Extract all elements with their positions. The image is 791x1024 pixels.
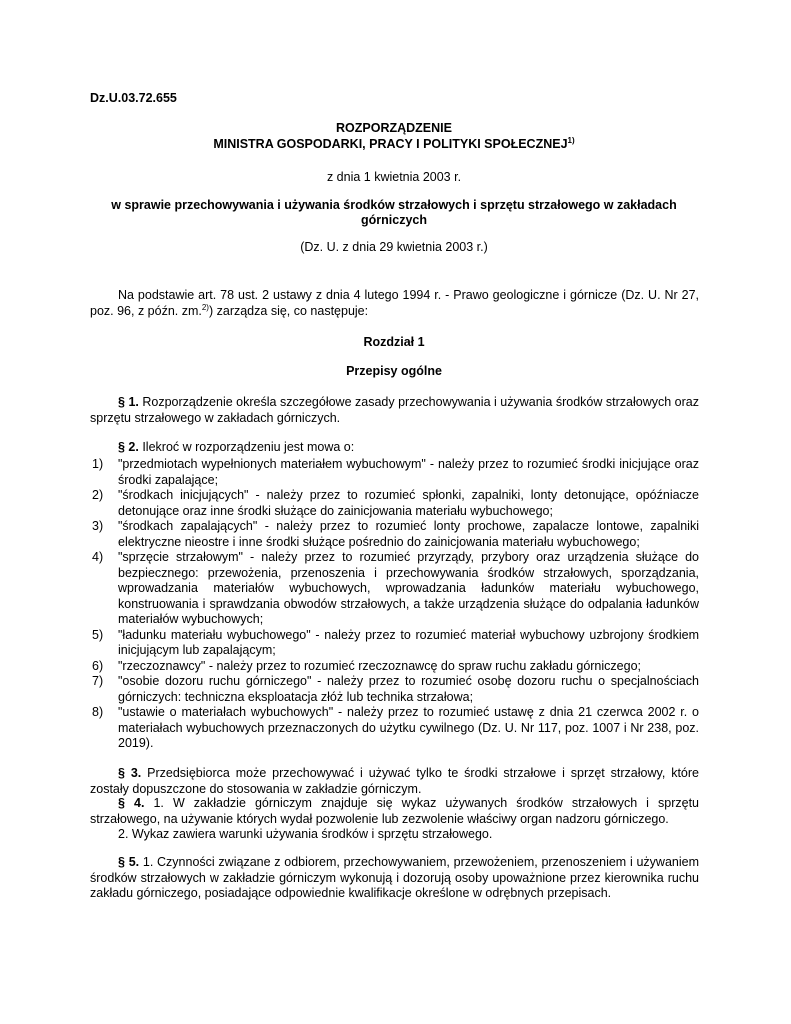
list-item-text: "przedmiotach wypełnionych materiałem wybuchowym" - należy przez to rozumieć środki inicjujące oraz środki zapalające;	[118, 457, 699, 487]
list-item-text: "ustawie o materiałach wybuchowych" - należy przez to rozumieć ustawę z dnia 21 czerwca 2002 r. o materiałach wybuchowych przeznaczonych do użytku cywilnego (Dz. U. Nr 117, poz. 1007 i Nr 238, poz. 2019).	[118, 705, 699, 750]
list-item-text: "środkach inicjujących" - należy przez to rozumieć spłonki, zapalniki, lonty detonujące, opóźniacze detonujące oraz inne środki służące do zainicjowania materiału wybuchowego;	[118, 488, 699, 518]
section-1-mark: § 1.	[118, 395, 139, 409]
list-item-number: 3)	[92, 519, 104, 533]
list-item	[90, 628, 699, 659]
section-3-mark: § 3.	[118, 766, 142, 780]
list-item-number: 2)	[92, 488, 104, 502]
list-item-text: "sprzęcie strzałowym" - należy przez to rozumieć przyrządy, przybory oraz urządzenia służące do bezpiecznego: przewożenia, przenoszenia i przechowywania środków strzałowych, sporządzania, wprowadzania materiałów wybuchowych, wprowadzania ładunków materiału wybuchowego, konstruowania i sprawdzania obwodów strzałowych, a także urządzenia służące do odpalania ładunków materiałów wybuchowych;	[118, 550, 699, 626]
section-1	[90, 395, 699, 426]
definitions-list	[90, 457, 699, 752]
chapter-label: Rozdział 1	[363, 335, 425, 349]
list-item-number: 6)	[92, 658, 104, 673]
section-2-text: Ilekroć w rozporządzeniu jest mowa o:	[138, 440, 355, 454]
list-item	[90, 519, 699, 550]
section-5-text: 1. Czynności związane z odbiorem, przechowywaniem, przewożeniem, przenoszeniem i używaniem środków strzałowych w zakładzie górniczym wykonują i dozorują osoby upoważnione przez kierownika ruchu zakładu górniczego, posiadające odpowiednie kwalifikacje określone w odrębnych przepisach.	[90, 855, 699, 900]
list-item-text: "ładunku materiału wybuchowego" - należy przez to rozumieć materiał wybuchowy uzbrojony środkiem inicjującym lub zapalającym;	[118, 627, 699, 657]
journal-reference: Dz.U.03.72.655	[90, 91, 177, 105]
preamble-text: Na podstawie art. 78 ust. 2 ustawy z dnia 4 lutego 1994 r. - Prawo geologiczne i górnicze (Dz. U. Nr 27, poz. 96, z późn. zm.	[90, 288, 699, 318]
list-item	[90, 457, 699, 488]
list-item-number: 5)	[92, 627, 104, 642]
list-item	[90, 488, 699, 519]
section-5	[90, 855, 699, 902]
publication-info: (Dz. U. z dnia 29 kwietnia 2003 r.)	[300, 240, 488, 254]
issuing-authority-text: MINISTRA GOSPODARKI, PRACY I POLITYKI SPOŁECZNEJ	[213, 137, 568, 151]
section-1-text: Rozporządzenie określa szczegółowe zasady przechowywania i używania środków strzałowych oraz sprzętu strzałowego w zakładach górniczych.	[90, 395, 699, 425]
section-5-mark: § 5.	[118, 855, 140, 869]
act-subject-line2: górniczych	[361, 213, 427, 227]
footnote-marker-2: 2)	[201, 302, 209, 312]
list-item	[90, 674, 699, 705]
list-item-number: 4)	[92, 550, 104, 564]
section-4	[90, 796, 699, 843]
act-subject-line1: w sprawie przechowywania i używania środków strzałowych i sprzętu strzałowego w zakładach	[111, 198, 677, 212]
section-4-point-2: 2. Wykaz zawiera warunki używania środków i sprzętu strzałowego.	[118, 827, 493, 841]
section-4-mark: § 4.	[118, 796, 145, 810]
section-3-text: Przedsiębiorca może przechowywać i używać tylko te środki strzałowe i sprzęt strzałowy, które zostały dopuszczone do stosowania w zakładzie górniczym.	[90, 766, 699, 796]
preamble-text-end: ) zarządza się, co następuje:	[208, 303, 369, 318]
list-item	[90, 705, 699, 752]
list-item-number: 8)	[92, 705, 104, 719]
list-item-text: "osobie dozoru ruchu górniczego" - należy przez to rozumieć osobę dozoru ruchu o specjalnościach górniczych: techniczna eksploatacja złóż lub technika strzałowa;	[118, 674, 699, 704]
list-item	[90, 550, 699, 628]
issuing-authority	[90, 137, 698, 151]
chapter-title: Przepisy ogólne	[346, 364, 442, 378]
list-item-text: "rzeczoznawcy" - należy przez to rozumieć rzeczoznawcę do spraw ruchu zakładu górniczego;	[118, 658, 641, 673]
section-4-text: 1. W zakładzie górniczym znajduje się wykaz używanych środków strzałowych i sprzętu strzałowego, na używanie których wydał pozwolenie lub zezwolenie właściwy organ nadzoru górniczego.	[90, 796, 700, 826]
act-date: z dnia 1 kwietnia 2003 r.	[326, 170, 462, 184]
list-item-text: "środkach zapalających" - należy przez to rozumieć lonty prochowe, zapalacze lontowe, zapalniki elektryczne nieostre i inne środki służące pośrednio do zainicjowania materiału wybuchowego;	[118, 519, 699, 549]
footnote-marker-1: 1)	[567, 135, 575, 145]
list-item	[90, 659, 699, 675]
preamble	[90, 288, 699, 319]
section-3	[90, 766, 699, 797]
section-2-mark: § 2.	[118, 440, 139, 454]
list-item-number: 1)	[92, 457, 104, 471]
section-2-intro	[90, 440, 699, 456]
list-item-number: 7)	[92, 674, 104, 688]
act-type-title: ROZPORZĄDZENIE	[336, 121, 452, 135]
